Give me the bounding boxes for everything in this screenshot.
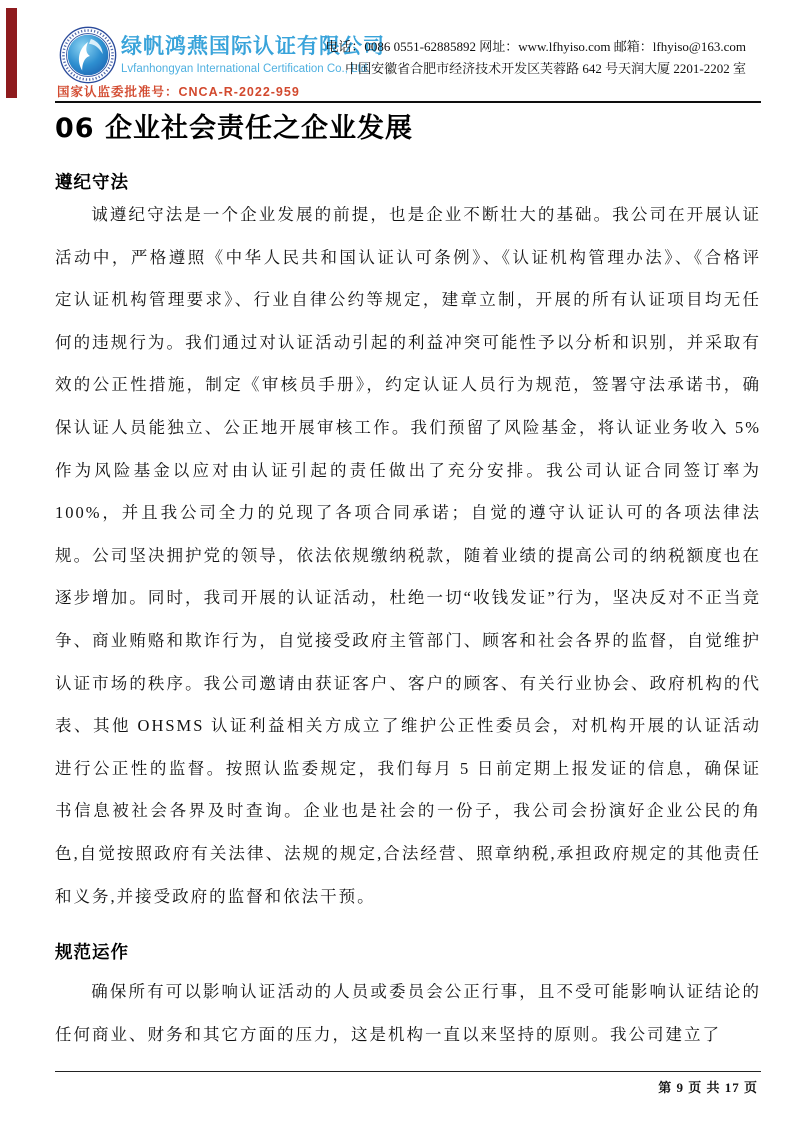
contact-info-block	[325, 36, 746, 80]
section-paragraph-standard-operation: 确保所有可以影响认证活动的人员或委员会公正行事，且不受可能影响认证结论的任何商业、财务和其它方面的压力，这是机构一直以来坚持的原则。我公司建立了	[55, 982, 761, 1044]
section-heading-compliance: 遵纪守法	[55, 173, 129, 193]
accreditation-approval-number: 国家认监委批准号：CNCA-R-2022-959	[57, 85, 300, 99]
company-name-en: Lvfanhongyan International Certification Co., Ltd.	[121, 63, 371, 75]
page-number-indicator: 第 9 页 共 17 页	[658, 1080, 758, 1095]
contact-line-address: 中国安徽省合肥市经济技术开发区芙蓉路 642 号天润大厦 2201-2202 室	[345, 61, 746, 76]
contact-line-phone-web-email: 电话：0086 0551-62885892 网址：www.lfhyiso.com 邮箱：lfhyiso@163.com	[325, 39, 746, 54]
section-paragraph-compliance: 诚遵纪守法是一个企业发展的前提，也是企业不断壮大的基础。我公司在开展认证活动中，严格遵照《中华人民共和国认证认可条例》、《认证机构管理办法》、《合格评定认证机构管理要求》、行业自律公约等规定，建章立制，开展的所有认证项目均无任何的违规行为。我们通过对认证活动引起的利益冲突可能性予以分析和识别，并采取有效的公正性措施，制定《审核员手册》，约定认证人员行为规范，签署守法承诺书，确保认证人员能独立、公正地开展审核工作。我们预留了风险基金，将认证业务收入 5%作为风险基金以应对由认证引起的责任做出了充分安排。我公司认证合同签订率为 100%，并且我公司全力的兑现了各项合同承诺；自觉的遵守认证认可的各项法律法规。公司坚决拥护党的领导，依法依规缴纳税款，随着业绩的提高公司的纳税额度也在逐步增加。同时，我司开展的认证活动，杜绝一切“收钱发证”行为，坚决反对不正当竞争、商业贿赂和欺诈行为，自觉接受政府主管部门、顾客和社会各界的监督，自觉维护认证市场的秩序。我公司邀请由获证客户、客户的顾客、有关行业协会、政府机构的代表、其他 OHSMS 认证利益相关方成立了维护公正性委员会，对机构开展的认证活动进行公正性的监督。按照认监委规定，我们每月 5 日前定期上报发证的信息，确保证书信息被社会各界及时查询。企业也是社会的一份子，我公司会扮演好企业公民的角色,自觉按照政府有关法律、法规的规定,合法经营、照章纳税,承担政府规定的其他责任和义务,并接受政府的监督和依法干预。	[55, 205, 761, 906]
footer-divider-rule	[55, 1071, 761, 1072]
header-divider-rule	[55, 101, 761, 103]
letterhead-header	[0, 0, 794, 106]
company-name-zh: 绿帆鸿燕国际认证有限公司	[121, 34, 385, 58]
section-heading-standard-operation: 规范运作	[55, 943, 129, 963]
company-logo-icon	[59, 26, 117, 84]
page-title: 06 企业社会责任之企业发展	[55, 113, 413, 144]
